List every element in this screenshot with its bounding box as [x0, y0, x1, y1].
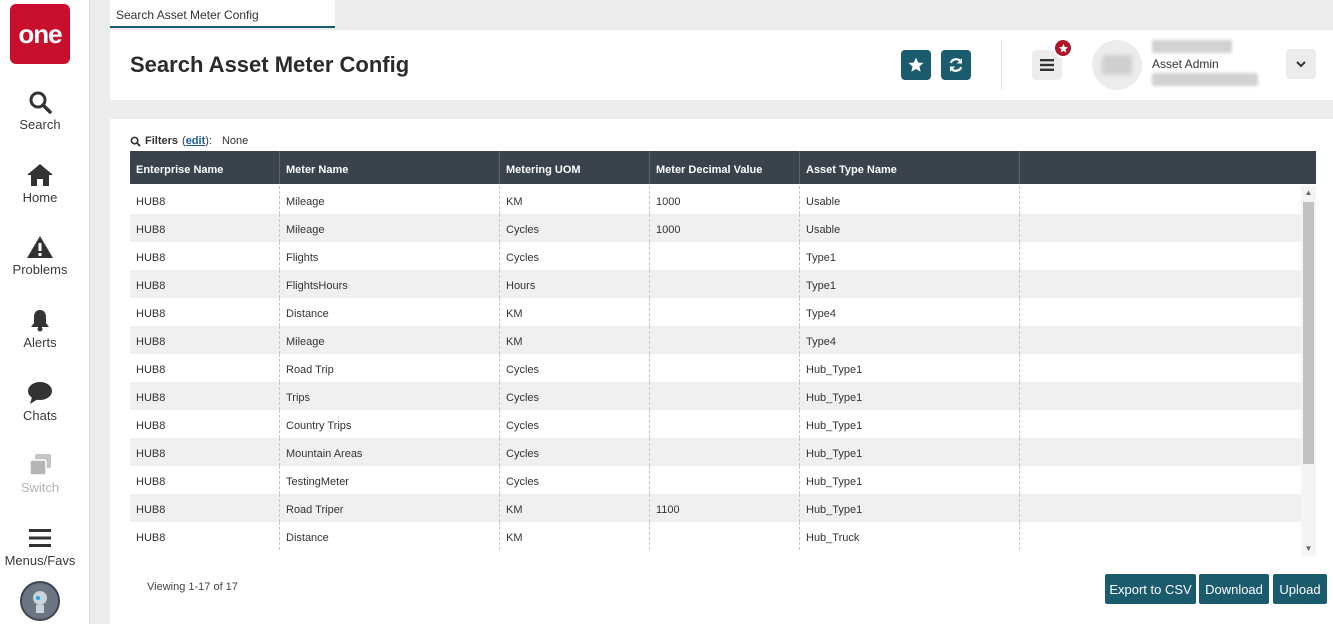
row-filler: [1020, 410, 1301, 438]
table-body: [130, 186, 1301, 556]
cell-asset-type-name: Hub_Type1: [800, 410, 1020, 438]
cell-metering-uom: Cycles: [500, 354, 650, 382]
sidebar-item-chats[interactable]: [0, 381, 80, 423]
filters-bar: Filters (edit): None: [130, 135, 248, 147]
cell-asset-type-name: Type1: [800, 270, 1020, 298]
cell-enterprise-name: HUB8: [130, 298, 280, 326]
cell-enterprise-name: HUB8: [130, 242, 280, 270]
table-row[interactable]: [130, 438, 1301, 466]
cell-meter-name: FlightsHours: [280, 270, 500, 298]
user-name-redacted: [1152, 40, 1232, 53]
table-row[interactable]: [130, 522, 1301, 550]
row-filler: [1020, 382, 1301, 410]
cell-metering-uom: Cycles: [500, 410, 650, 438]
chat-icon: [27, 381, 53, 405]
user-avatar[interactable]: [1092, 40, 1142, 90]
star-icon: [1058, 43, 1069, 54]
cell-meter-name: Mountain Areas: [280, 438, 500, 466]
home-icon: [26, 163, 54, 187]
cell-enterprise-name: HUB8: [130, 522, 280, 550]
sidebar-item-search[interactable]: [0, 90, 80, 132]
row-filler: [1020, 438, 1301, 466]
cell-metering-uom: Cycles: [500, 438, 650, 466]
row-filler: [1020, 186, 1301, 214]
table-row[interactable]: [130, 466, 1301, 494]
cell-asset-type-name: Hub_Type1: [800, 466, 1020, 494]
cell-meter-decimal-value: 1000: [650, 186, 800, 214]
filters-edit-link[interactable]: edit: [185, 135, 206, 147]
page-title: Search Asset Meter Config: [130, 52, 410, 77]
cell-enterprise-name: HUB8: [130, 214, 280, 242]
user-role: Asset Admin: [1152, 57, 1219, 71]
cell-asset-type-name: Hub_Type1: [800, 494, 1020, 522]
row-filler: [1020, 494, 1301, 522]
header-divider: [1001, 40, 1002, 90]
export-csv-button[interactable]: Export to CSV: [1105, 574, 1196, 604]
table-row[interactable]: [130, 494, 1301, 522]
cell-asset-type-name: Type4: [800, 298, 1020, 326]
tab-search-asset-meter-config[interactable]: Search Asset Meter Config: [110, 0, 335, 28]
download-button[interactable]: Download: [1199, 574, 1269, 604]
row-filler: [1020, 270, 1301, 298]
table-row[interactable]: [130, 326, 1301, 354]
refresh-button[interactable]: [941, 50, 971, 80]
cell-meter-name: Trips: [280, 382, 500, 410]
refresh-icon: [947, 56, 965, 74]
star-icon: [907, 56, 925, 74]
switch-icon: [27, 453, 53, 477]
cell-meter-decimal-value: [650, 270, 800, 298]
cell-meter-decimal-value: [650, 326, 800, 354]
table-row[interactable]: [130, 298, 1301, 326]
bell-icon: [28, 308, 52, 332]
sidebar-item-switch: [0, 453, 80, 495]
sidebar-item-alerts[interactable]: [0, 308, 80, 350]
cell-metering-uom: Cycles: [500, 466, 650, 494]
table-scrollbar[interactable]: [1301, 186, 1316, 556]
sidebar-item-problems[interactable]: [0, 235, 80, 277]
cell-meter-decimal-value: [650, 410, 800, 438]
cell-enterprise-name: HUB8: [130, 326, 280, 354]
cell-metering-uom: KM: [500, 186, 650, 214]
upload-button[interactable]: Upload: [1273, 574, 1327, 604]
cell-meter-decimal-value: [650, 522, 800, 550]
cell-enterprise-name: HUB8: [130, 410, 280, 438]
cell-meter-name: Mileage: [280, 214, 500, 242]
cell-enterprise-name: HUB8: [130, 354, 280, 382]
row-filler: [1020, 466, 1301, 494]
menu-icon: [27, 526, 53, 550]
robot-icon: [26, 587, 54, 615]
cell-metering-uom: KM: [500, 298, 650, 326]
sidebar-item-label: Chats: [23, 408, 57, 423]
sidebar-item-label: Problems: [12, 262, 68, 277]
cell-metering-uom: Cycles: [500, 214, 650, 242]
cell-meter-decimal-value: 1100: [650, 494, 800, 522]
results-panel: [110, 119, 1333, 624]
column-header-metering-uom[interactable]: Metering UOM: [500, 151, 650, 184]
favorites-badge: [1053, 38, 1073, 58]
page-header: [110, 30, 1333, 100]
column-header-meter-decimal-value[interactable]: Meter Decimal Value: [650, 151, 800, 184]
row-filler: [1020, 214, 1301, 242]
sidebar: [0, 0, 90, 624]
cell-enterprise-name: HUB8: [130, 186, 280, 214]
filters-value: None: [221, 135, 249, 147]
cell-enterprise-name: HUB8: [130, 270, 280, 298]
table-row[interactable]: [130, 270, 1301, 298]
assistant-avatar[interactable]: [20, 581, 60, 621]
column-header-enterprise-name[interactable]: Enterprise Name: [130, 151, 280, 184]
favorite-button[interactable]: [901, 50, 931, 80]
cell-metering-uom: KM: [500, 494, 650, 522]
cell-meter-name: Mileage: [280, 186, 500, 214]
cell-meter-name: Road Triper: [280, 494, 500, 522]
sidebar-item-label: Menus/Favs: [4, 553, 76, 568]
scroll-thumb[interactable]: [1303, 202, 1314, 464]
search-icon: [28, 90, 52, 114]
table-header: [130, 151, 1316, 184]
cell-metering-uom: Cycles: [500, 242, 650, 270]
cell-meter-decimal-value: [650, 298, 800, 326]
cell-metering-uom: Cycles: [500, 382, 650, 410]
cell-meter-decimal-value: [650, 354, 800, 382]
cell-enterprise-name: HUB8: [130, 438, 280, 466]
table-row[interactable]: [130, 214, 1301, 242]
cell-metering-uom: Hours: [500, 270, 650, 298]
cell-asset-type-name: Hub_Type1: [800, 354, 1020, 382]
cell-metering-uom: KM: [500, 522, 650, 550]
cell-meter-name: Flights: [280, 242, 500, 270]
cell-meter-name: Distance: [280, 522, 500, 550]
search-icon: [130, 136, 141, 147]
cell-meter-name: Road Trip: [280, 354, 500, 382]
table-row[interactable]: [130, 186, 1301, 214]
cell-meter-decimal-value: [650, 466, 800, 494]
table-row[interactable]: [130, 382, 1301, 410]
cell-meter-name: TestingMeter: [280, 466, 500, 494]
filters-label: Filters: [145, 135, 179, 147]
sidebar-item-label: Switch: [20, 480, 60, 495]
cell-enterprise-name: HUB8: [130, 494, 280, 522]
cell-enterprise-name: HUB8: [130, 466, 280, 494]
scroll-down-arrow[interactable]: ▼: [1304, 544, 1313, 553]
cell-asset-type-name: Usable: [800, 186, 1020, 214]
cell-meter-decimal-value: [650, 438, 800, 466]
sidebar-item-label: Home: [22, 190, 58, 205]
cell-asset-type-name: Hub_Type1: [800, 382, 1020, 410]
cell-asset-type-name: Usable: [800, 214, 1020, 242]
row-filler: [1020, 326, 1301, 354]
cell-meter-name: Country Trips: [280, 410, 500, 438]
chevron-down-icon: [1295, 58, 1307, 70]
table-row[interactable]: [130, 354, 1301, 382]
column-header-meter-name[interactable]: Meter Name: [280, 151, 500, 184]
pagination-info: Viewing 1-17 of 17: [147, 581, 238, 593]
cell-metering-uom: KM: [500, 326, 650, 354]
table-row[interactable]: [130, 242, 1301, 270]
cell-asset-type-name: Type1: [800, 242, 1020, 270]
table-row[interactable]: [130, 410, 1301, 438]
row-filler: [1020, 354, 1301, 382]
row-filler: [1020, 298, 1301, 326]
menu-icon: [1039, 57, 1055, 73]
cell-meter-name: Mileage: [280, 326, 500, 354]
user-menu-dropdown[interactable]: [1286, 49, 1316, 79]
row-filler: [1020, 242, 1301, 270]
cell-enterprise-name: HUB8: [130, 382, 280, 410]
sidebar-item-home[interactable]: [0, 163, 80, 205]
cell-asset-type-name: Hub_Type1: [800, 438, 1020, 466]
warning-icon: [26, 235, 54, 259]
cell-meter-decimal-value: [650, 382, 800, 410]
sidebar-item-label: Alerts: [23, 335, 57, 350]
cell-asset-type-name: Hub_Truck: [800, 522, 1020, 550]
cell-meter-decimal-value: 1000: [650, 214, 800, 242]
column-header-asset-type-name[interactable]: Asset Type Name: [800, 151, 1020, 184]
cell-meter-name: Distance: [280, 298, 500, 326]
sidebar-item-label: Search: [19, 117, 61, 132]
logo[interactable]: one: [10, 4, 70, 64]
scroll-up-arrow[interactable]: ▲: [1304, 188, 1313, 197]
row-filler: [1020, 522, 1301, 550]
sidebar-item-menus-favs[interactable]: [0, 526, 80, 568]
cell-asset-type-name: Type4: [800, 326, 1020, 354]
user-org-redacted: [1152, 73, 1258, 86]
cell-meter-decimal-value: [650, 242, 800, 270]
